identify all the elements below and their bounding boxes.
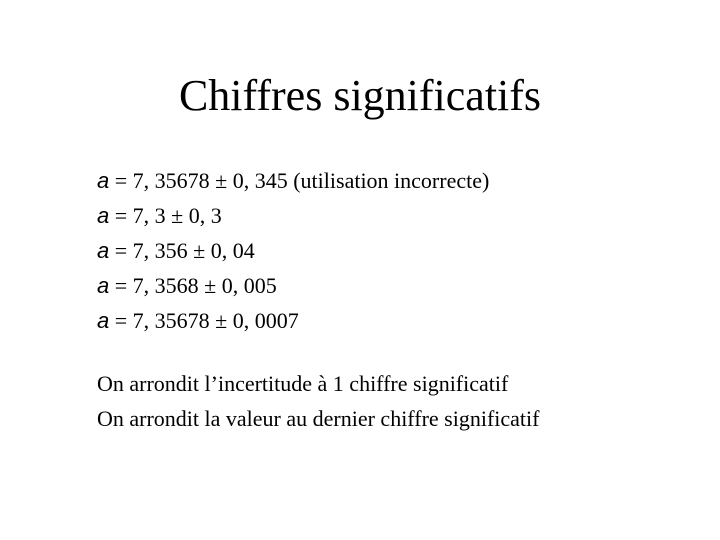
equation-text: = 7, 356 ± 0, 04 [109,238,255,263]
equation-line [97,303,489,338]
equation-line [97,163,489,198]
slide-title: Chiffres significatifs [178,71,542,120]
equation-list [97,163,489,338]
equation-variable: a [97,308,110,333]
rule-list [97,366,539,436]
equation-variable: a [97,168,110,193]
equation-text: = 7, 3 ± 0, 3 [109,203,222,228]
rule-uncertainty-rounding: On arrondit l’incertitude à 1 chiffre significatif [97,371,509,396]
equation-variable: a [97,273,110,298]
equation-line [97,268,489,303]
equation-line [97,233,489,268]
equation-variable: a [97,203,110,228]
rule-value-rounding: On arrondit la valeur au dernier chiffre significatif [97,406,540,431]
equation-line [97,198,489,233]
equation-text: = 7, 3568 ± 0, 005 [109,273,277,298]
equation-text: = 7, 35678 ± 0, 345 (utilisation incorrecte) [109,168,490,193]
equation-text: = 7, 35678 ± 0, 0007 [109,308,299,333]
equation-variable: a [97,238,110,263]
